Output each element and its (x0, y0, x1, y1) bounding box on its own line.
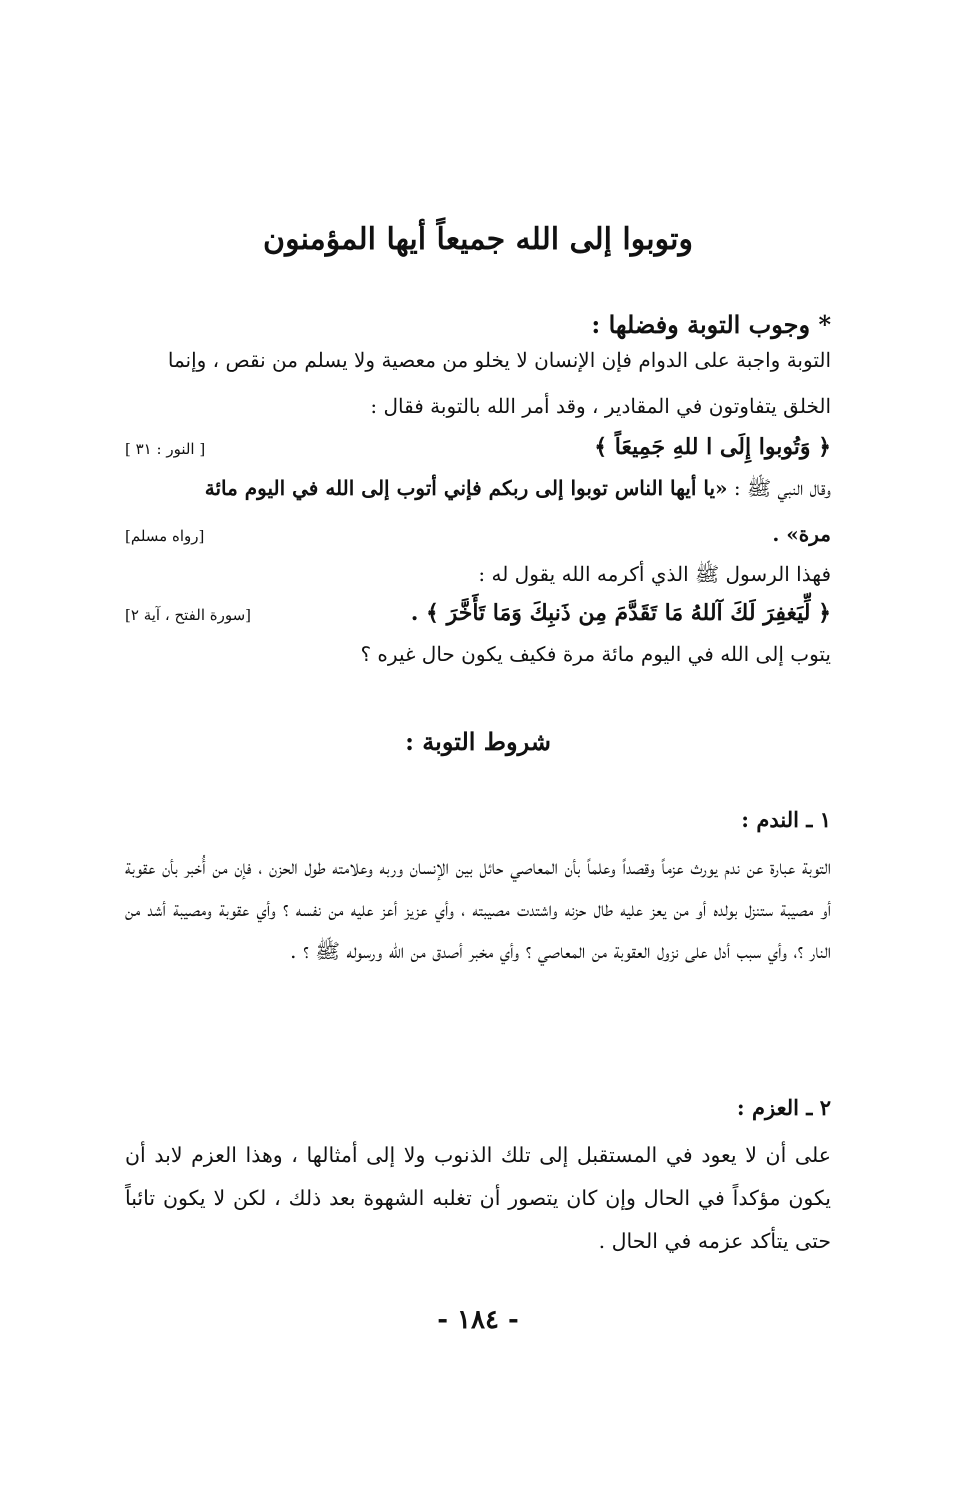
verse-citation: [سورة الفتح ، آية ٢] (125, 606, 252, 624)
condition-text-remorse: التوبة عبارة عن ندم يورث عزماً وقصداً وعلماً بأن المعاصي حائل بين الإنسان وربه وعلامته طول الحزن ، فإن من أُخبر بأن عقوبة أو مصيبة ستنزل بولده أو من يعز عليه طال حزنه واشتدت مصيبته ، وأي عزيز أعز عليه من نفسه ؟ وأي عقوبة ومصيبة أشد من النار ؟، وأي سبب أدل على نزول العقوبة من المعاصي ؟ وأي مخبر أصدق من الله ورسوله ﷺ ؟ . (125, 855, 831, 963)
page-title: وتوبوا إلى الله جميعاً أيها المؤمنون (263, 222, 693, 257)
hadith-line (205, 476, 831, 500)
paragraph-line: فهذا الرسول ﷺ الذي أكرمه الله يقول له : (478, 562, 831, 586)
hadith-line-end: مرة» . (772, 522, 831, 546)
condition-heading-remorse: ١ ـ الندم : (741, 807, 831, 832)
section-heading-obligation (591, 310, 831, 339)
hadith-intro: وقال النبي ﷺ : (733, 476, 831, 500)
condition-heading-resolve: ٢ ـ العزم : (736, 1095, 831, 1120)
hadith-text: «يا أيها الناس توبوا إلى ربكم فإني أتوب إلى الله في اليوم مائة (204, 476, 728, 500)
paragraph-line: التوبة واجبة على الدوام فإن الإنسان لا يخلو من معصية ولا يسلم من نقص ، وإنما (167, 348, 831, 372)
hadith-citation: [رواه مسلم] (125, 527, 205, 545)
quran-verse: ﴿ وَتُوبوا إِلَى ا للهِ جَمِيعَاً ﴾ (594, 434, 831, 460)
quran-verse: ﴿ لِّيَغفِرَ لَكَ آللهُ مَا تَقَدَّمَ مِن ذَنبِكَ وَمَا تَأَخَّرَ ﴾ . (410, 600, 831, 626)
condition-text-resolve: على أن لا يعود في المستقبل إلى تلك الذنوب ولا إلى أمثالها ، وهذا العزم لابد أن يكون مؤكداً في الحال وإن كان يتصور أن تغلبه الشهوة بعد ذلك ، لكن لا يكون تائباً حتى يتأكد عزمه في الحال . (125, 1143, 831, 1253)
section-heading-conditions: شروط التوبة : (405, 727, 551, 756)
paragraph-line: يتوب إلى الله في اليوم مائة مرة فكيف يكون حال غيره ؟ (360, 642, 831, 666)
verse-citation: [ النور : ٣١ ] (125, 440, 206, 458)
page-number: - ١٨٤ - (437, 1305, 519, 1335)
section-heading-text: وجوب التوبة وفضلها : (591, 310, 811, 339)
asterisk-icon: * (818, 310, 831, 339)
paragraph-line: الخلق يتفاوتون في المقادير ، وقد أمر الله بالتوبة فقال : (370, 394, 831, 418)
